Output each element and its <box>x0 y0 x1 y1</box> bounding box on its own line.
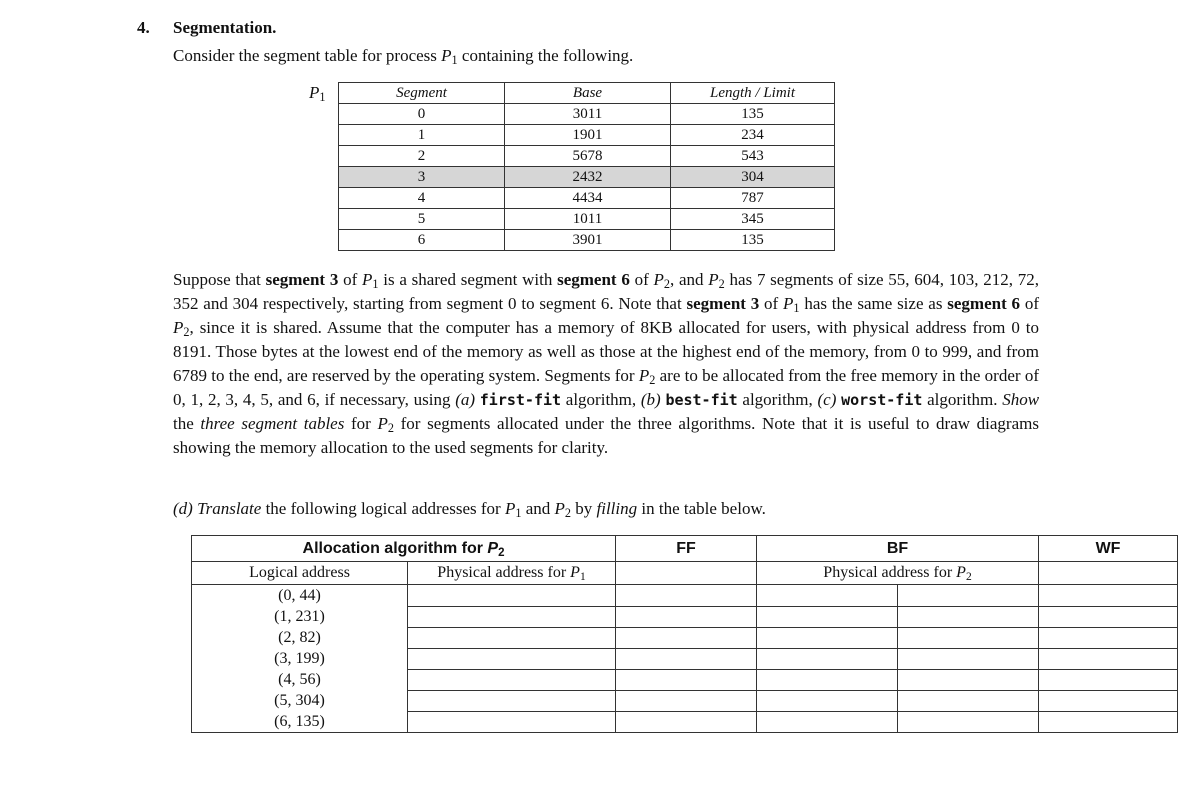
table-row <box>339 188 835 209</box>
answer-cell[interactable] <box>616 585 757 607</box>
question-title: Segmentation. <box>173 18 277 37</box>
answer-cell[interactable] <box>757 585 898 607</box>
cell-limit: 234 <box>671 125 835 146</box>
answer-cell[interactable] <box>757 669 898 690</box>
table-row <box>339 209 835 230</box>
table-row <box>192 648 1178 669</box>
answer-cell[interactable] <box>898 711 1039 733</box>
answer-cell[interactable] <box>616 711 757 733</box>
cell-base: 3011 <box>505 104 671 125</box>
cell-segment: 4 <box>339 188 505 209</box>
intro-post: containing the following. <box>457 46 634 65</box>
cell-limit: 543 <box>671 146 835 167</box>
cell-limit: 345 <box>671 209 835 230</box>
p1-label <box>309 83 326 103</box>
answer-cell[interactable] <box>1039 711 1178 733</box>
table-row <box>192 585 1178 607</box>
answer-cell[interactable] <box>616 627 757 648</box>
table-row-highlighted <box>339 167 835 188</box>
cell-base: 4434 <box>505 188 671 209</box>
p1-label-sub: 1 <box>319 90 326 105</box>
header-limit: Length / Limit <box>671 83 835 104</box>
part-d-text: (d) Translate the following logical addresses for $P_1$ and $P_2$ by filling in the table below. <box>173 499 766 521</box>
physical-p2-header: Physical address for $P_2$ <box>757 562 1039 585</box>
cell-segment: 3 <box>339 167 505 188</box>
answer-cell[interactable] <box>408 711 616 733</box>
answer-cell[interactable] <box>408 585 616 607</box>
answer-cell[interactable] <box>408 627 616 648</box>
answer-cell[interactable] <box>408 669 616 690</box>
table-row <box>339 104 835 125</box>
table-row <box>192 606 1178 627</box>
table-row <box>339 125 835 146</box>
allocation-subheader-row <box>192 562 1178 585</box>
cell-segment: 0 <box>339 104 505 125</box>
logical-address-header: Logical address <box>192 562 408 585</box>
answer-cell[interactable] <box>616 669 757 690</box>
p1-label-p: P <box>309 83 320 102</box>
problem-paragraph: Suppose that segment 3 of $P_1$ is a shared segment with segment 6 of $P_2$, and $P_2$ has 7 segments of size 55, 604, 103, 212, 72, 352 and 304 respectively, starting from segment 0 to segment 6. Note that segment 3 of $P_1$ has the same size as segment 6 of $P_2$, since it is shared. Assume that the computer has a memory of 8KB allocated for users, with physical address from 0 to 8191. Those bytes at the lowest end of the memory as well as those at the highest end of the memory, from 0 to 999, and from 6789 to the end, are reserved by the operating system. Segments for $P_2$ are to be allocated from the free memory in the order of 0, 1, 2, 3, 4, 5, and 6, if necessary, using (a) first-fit algorithm, (b) best-fit algorithm, (c) worst-fit algorithm. Show the three segment tables for $P_2$ for segments allocated under the three algorithms. Note that it is useful to draw diagrams showing the memory allocation to the used segments for clarity. <box>173 270 1040 457</box>
physical-p1-header: Physical address for $P_1$ <box>408 562 616 585</box>
segment-table-header <box>339 83 835 104</box>
answer-cell[interactable] <box>898 648 1039 669</box>
intro-text <box>173 46 633 66</box>
table-row <box>339 146 835 167</box>
question-number: 4. <box>137 18 150 37</box>
cell-base: 3901 <box>505 230 671 251</box>
answer-cell[interactable] <box>1039 669 1178 690</box>
cell-base: 2432 <box>505 167 671 188</box>
table-row <box>192 711 1178 733</box>
answer-cell[interactable] <box>1039 606 1178 627</box>
answer-cell[interactable] <box>898 627 1039 648</box>
intro-sub: 1 <box>451 53 458 68</box>
allocation-table <box>191 535 1178 733</box>
table-row <box>192 627 1178 648</box>
answer-cell[interactable] <box>757 627 898 648</box>
allocation-header-row <box>192 536 1178 562</box>
cell-base: 1901 <box>505 125 671 146</box>
ff-header: FF <box>616 536 757 562</box>
table-row <box>339 230 835 251</box>
answer-cell[interactable] <box>898 606 1039 627</box>
segment-table <box>338 82 835 251</box>
intro-p: P <box>441 46 452 65</box>
table-row <box>192 690 1178 711</box>
wf-p2-cell[interactable] <box>1039 562 1178 585</box>
intro-pre: Consider the segment table for process <box>173 46 442 65</box>
cell-segment: 1 <box>339 125 505 146</box>
answer-cell[interactable] <box>757 690 898 711</box>
logical-address: (2, 82) <box>192 627 408 648</box>
table-row <box>192 669 1178 690</box>
answer-cell[interactable] <box>898 669 1039 690</box>
answer-cell[interactable] <box>898 585 1039 607</box>
wf-header: WF <box>1039 536 1178 562</box>
logical-address: (5, 304) <box>192 690 408 711</box>
cell-base: 1011 <box>505 209 671 230</box>
cell-segment: 6 <box>339 230 505 251</box>
answer-cell[interactable] <box>1039 690 1178 711</box>
answer-cell[interactable] <box>757 711 898 733</box>
answer-cell[interactable] <box>408 606 616 627</box>
answer-cell[interactable] <box>1039 648 1178 669</box>
logical-address: (1, 231) <box>192 606 408 627</box>
cell-limit: 304 <box>671 167 835 188</box>
answer-cell[interactable] <box>408 648 616 669</box>
logical-address: (0, 44) <box>192 585 408 607</box>
answer-cell[interactable] <box>898 690 1039 711</box>
cell-base: 5678 <box>505 146 671 167</box>
logical-address: (4, 56) <box>192 669 408 690</box>
logical-address: (3, 199) <box>192 648 408 669</box>
cell-limit: 135 <box>671 230 835 251</box>
answer-cell[interactable] <box>616 606 757 627</box>
header-segment: Segment <box>339 83 505 104</box>
cell-segment: 2 <box>339 146 505 167</box>
cell-limit: 135 <box>671 104 835 125</box>
allocation-algorithm-header: Allocation algorithm for $P_2$ <box>192 536 616 562</box>
answer-cell[interactable] <box>616 648 757 669</box>
bf-header: BF <box>757 536 1039 562</box>
ff-p1-cell[interactable] <box>616 562 757 585</box>
answer-cell[interactable] <box>408 690 616 711</box>
answer-cell[interactable] <box>1039 585 1178 607</box>
answer-cell[interactable] <box>1039 627 1178 648</box>
answer-cell[interactable] <box>616 690 757 711</box>
header-base: Base <box>505 83 671 104</box>
cell-segment: 5 <box>339 209 505 230</box>
logical-address: (6, 135) <box>192 711 408 733</box>
cell-limit: 787 <box>671 188 835 209</box>
answer-cell[interactable] <box>757 648 898 669</box>
answer-cell[interactable] <box>757 606 898 627</box>
